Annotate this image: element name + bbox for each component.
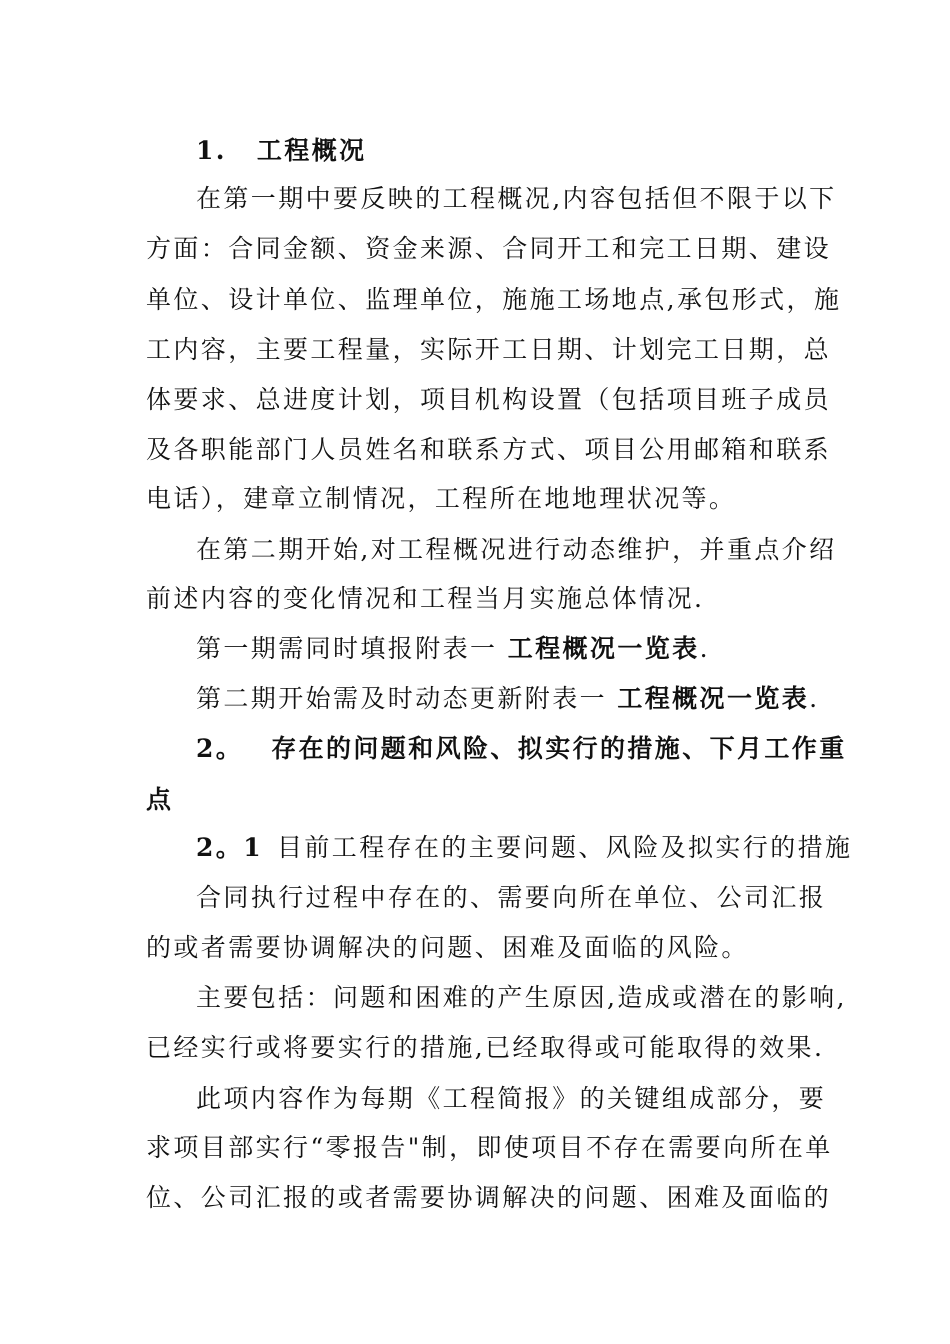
paragraph-line: 已经实行或将要实行的措施,已经取得或可能取得的效果. <box>146 1033 825 1062</box>
section-heading-2 <box>196 734 847 764</box>
paragraph-line: 的或者需要协调解决的问题、困难及面临的风险。 <box>146 933 749 962</box>
paragraph-line: 主要包括：问题和困难的产生原因,造成或潜在的影响, <box>196 983 847 1012</box>
paragraph-line: 求项目部实行“零报告"制，即使项目不存在需要向所在单 <box>146 1133 833 1162</box>
paragraph-line: 方面：合同金额、资金来源、合同开工和完工日期、建设 <box>146 234 832 263</box>
paragraph-line: 合同执行过程中存在的、需要向所在单位、公司汇报 <box>196 883 827 912</box>
text-run: . <box>809 684 820 713</box>
paragraph-line <box>196 684 820 714</box>
paragraph-line <box>196 634 710 664</box>
paragraph-line: 前述内容的变化情况和工程当月实施总体情况. <box>146 584 705 613</box>
table-reference: 工程概况一览表 <box>507 634 700 663</box>
paragraph-line: 及各职能部门人员姓名和联系方式、项目公用邮箱和联系 <box>146 435 832 464</box>
paragraph-line: 单位、设计单位、监理单位，施施工场地点,承包形式，施 <box>146 285 842 314</box>
heading-title: 工程概况 <box>256 136 367 165</box>
paragraph-line: 在第二期开始,对工程概况进行动态维护，并重点介绍 <box>196 535 837 564</box>
heading-title: 存在的问题和风险、拟实行的措施、下月工作重 <box>271 734 847 763</box>
paragraph-line: 体要求、总进度计划，项目机构设置（包括项目班子成员 <box>146 385 832 414</box>
heading-continuation: 点 <box>146 785 174 814</box>
heading-number: 1. <box>196 136 227 165</box>
paragraph-line: 位、公司汇报的或者需要协调解决的问题、困难及面临的 <box>146 1183 832 1212</box>
heading-number: 2。 <box>196 734 244 763</box>
heading-title: 目前工程存在的主要问题、风险及拟实行的措施 <box>277 833 853 862</box>
paragraph-line: 工内容，主要工程量，实际开工日期、计划完工日期，总 <box>146 335 832 364</box>
paragraph-line: 在第一期中要反映的工程概况,内容包括但不限于以下 <box>196 184 837 213</box>
subsection-heading <box>196 833 852 863</box>
table-reference: 工程概况一览表 <box>617 684 810 713</box>
text-run: 第一期需同时填报附表一 <box>196 634 508 663</box>
paragraph-line: 此项内容作为每期《工程简报》的关键组成部分，要 <box>196 1084 827 1113</box>
text-run: 第二期开始需及时动态更新附表一 <box>196 684 618 713</box>
text-run: . <box>699 634 710 663</box>
paragraph-line: 电话），建章立制情况，工程所在地地理状况等。 <box>146 484 737 513</box>
section-heading-1 <box>196 136 367 166</box>
heading-number: 2。1 <box>196 833 263 862</box>
